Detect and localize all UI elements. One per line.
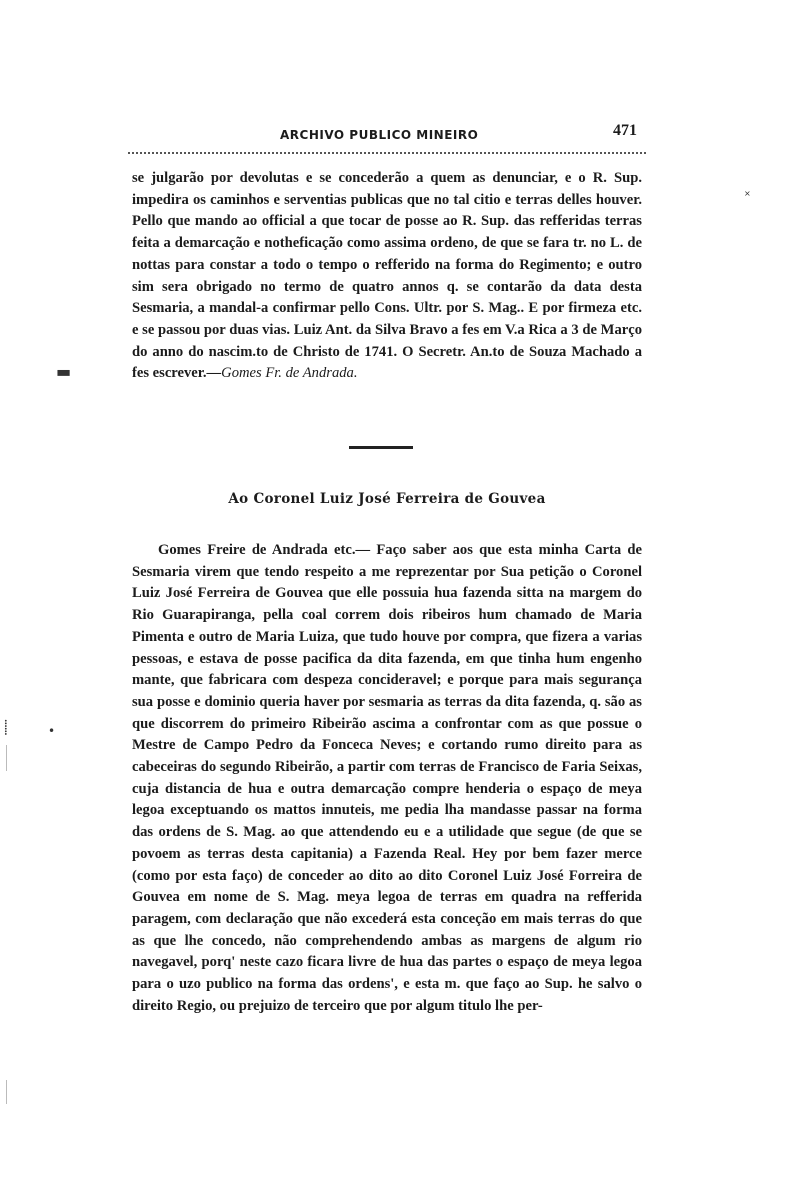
page-header — [130, 120, 645, 146]
section-title: Ao Coronel Luiz José Ferreira de Gouvea — [228, 491, 546, 507]
page-number: 471 — [613, 122, 637, 139]
margin-mark: × — [744, 189, 751, 198]
signature: Gomes Fr. de Andrada. — [221, 365, 358, 382]
paragraph-continuation — [132, 168, 642, 385]
scan-edge-line — [6, 745, 7, 771]
section-divider — [349, 446, 413, 449]
margin-mark: ⸽ — [4, 720, 8, 736]
running-head: ARCHIVO PUBLICO MINEIRO — [280, 128, 479, 142]
paragraph-2: Gomes Freire de Andrada etc.— Faço saber aos que esta minha Carta de Sesmaria virem que tendo respeito a me reprezentar por Sua petição o Coronel Luiz José Ferreira de Gouvea que elle possuia hua fazenda sitta na margem do Rio Guarapiranga, pella coal correm dois ribeiros hum chamado de Maria Pimenta e outro de Maria Luiza, que tudo houve por compra, que fizera a varias pessoas, e estava de posse pacifica da dita fazenda, em que tinha hum engenho mante, que fabricara com despeza concideravel; e porque para mais segurança sua posse e dominio queria haver por sesmaria as terras da dita fazenda, q. são as que discorrem do primeiro Ribeirão ascima a confrontar com as que possue o Mestre de Campo Pedro da Fonceca Neves; e cortando rumo direito para as cabeceiras do segundo Ribeirão, a partir com terras de Francisco de Faria Seixas, cuja distancia de hua e outra demarcação compre henderia o espaço de meya legoa exceptuando os mattos innuteis, me pedia lha mandasse passar na forma das ordens de S. Mag. ao que attendendo eu e a utilidade que segue (de que se povoem as terras desta capitania) a Fazenda Real. Hey por bem fazer merce (como por esta faço) de conceder ao dito ao dito Coronel Luiz José Forreira de Gouvea em nome de S. Mag. meya legoa de terras em quadra na refferida paragem, com declaração que não excederá esta conceção em mais terras do que as que lhe concedo, não comprehendendo ambas as margens de algum rio navegavel, porq' neste cazo ficara livre de hua das partes o espaço de meya legoa para o uzo publico na forma das ordens', e esta m. que faço ao Sup. he salvo o direito Regio, ou prejuizo de terceiro que por algum titulo lhe per- — [132, 542, 642, 1014]
scan-edge-line — [6, 1080, 7, 1104]
margin-mark: ▬ — [56, 362, 72, 381]
paragraph-1-text: se julgarão por devolutas e se concederão a quem as denunciar, e o R. Sup. impedira os caminhos e serventias publicas que no tal citio e terras delles houver. Pello que mando ao official a que tocar de posse ao R. Sup. das refferidas terras feita a demarcação e notheficação como assima ordeno, de que se fara tr. no L. de nottas para constar a todo o tempo o refferido na forma do Regimento; e outro sim sera obrigado no termo de quatro annos q. se contarão da data desta Sesmaria, a mandal-a confirmar pello Cons. Ultr. por S. Mag.. E por firmeza etc. e se passou por duas vias. Luiz Ant. da Silva Bravo a fes em V.a Rica a 3 de Março do anno do nascim.to de Christo de 1741. O Secretr. An.to de Souza Machado a fes escrever.— — [132, 170, 642, 382]
margin-mark: • — [48, 724, 56, 738]
header-rule — [128, 152, 646, 154]
